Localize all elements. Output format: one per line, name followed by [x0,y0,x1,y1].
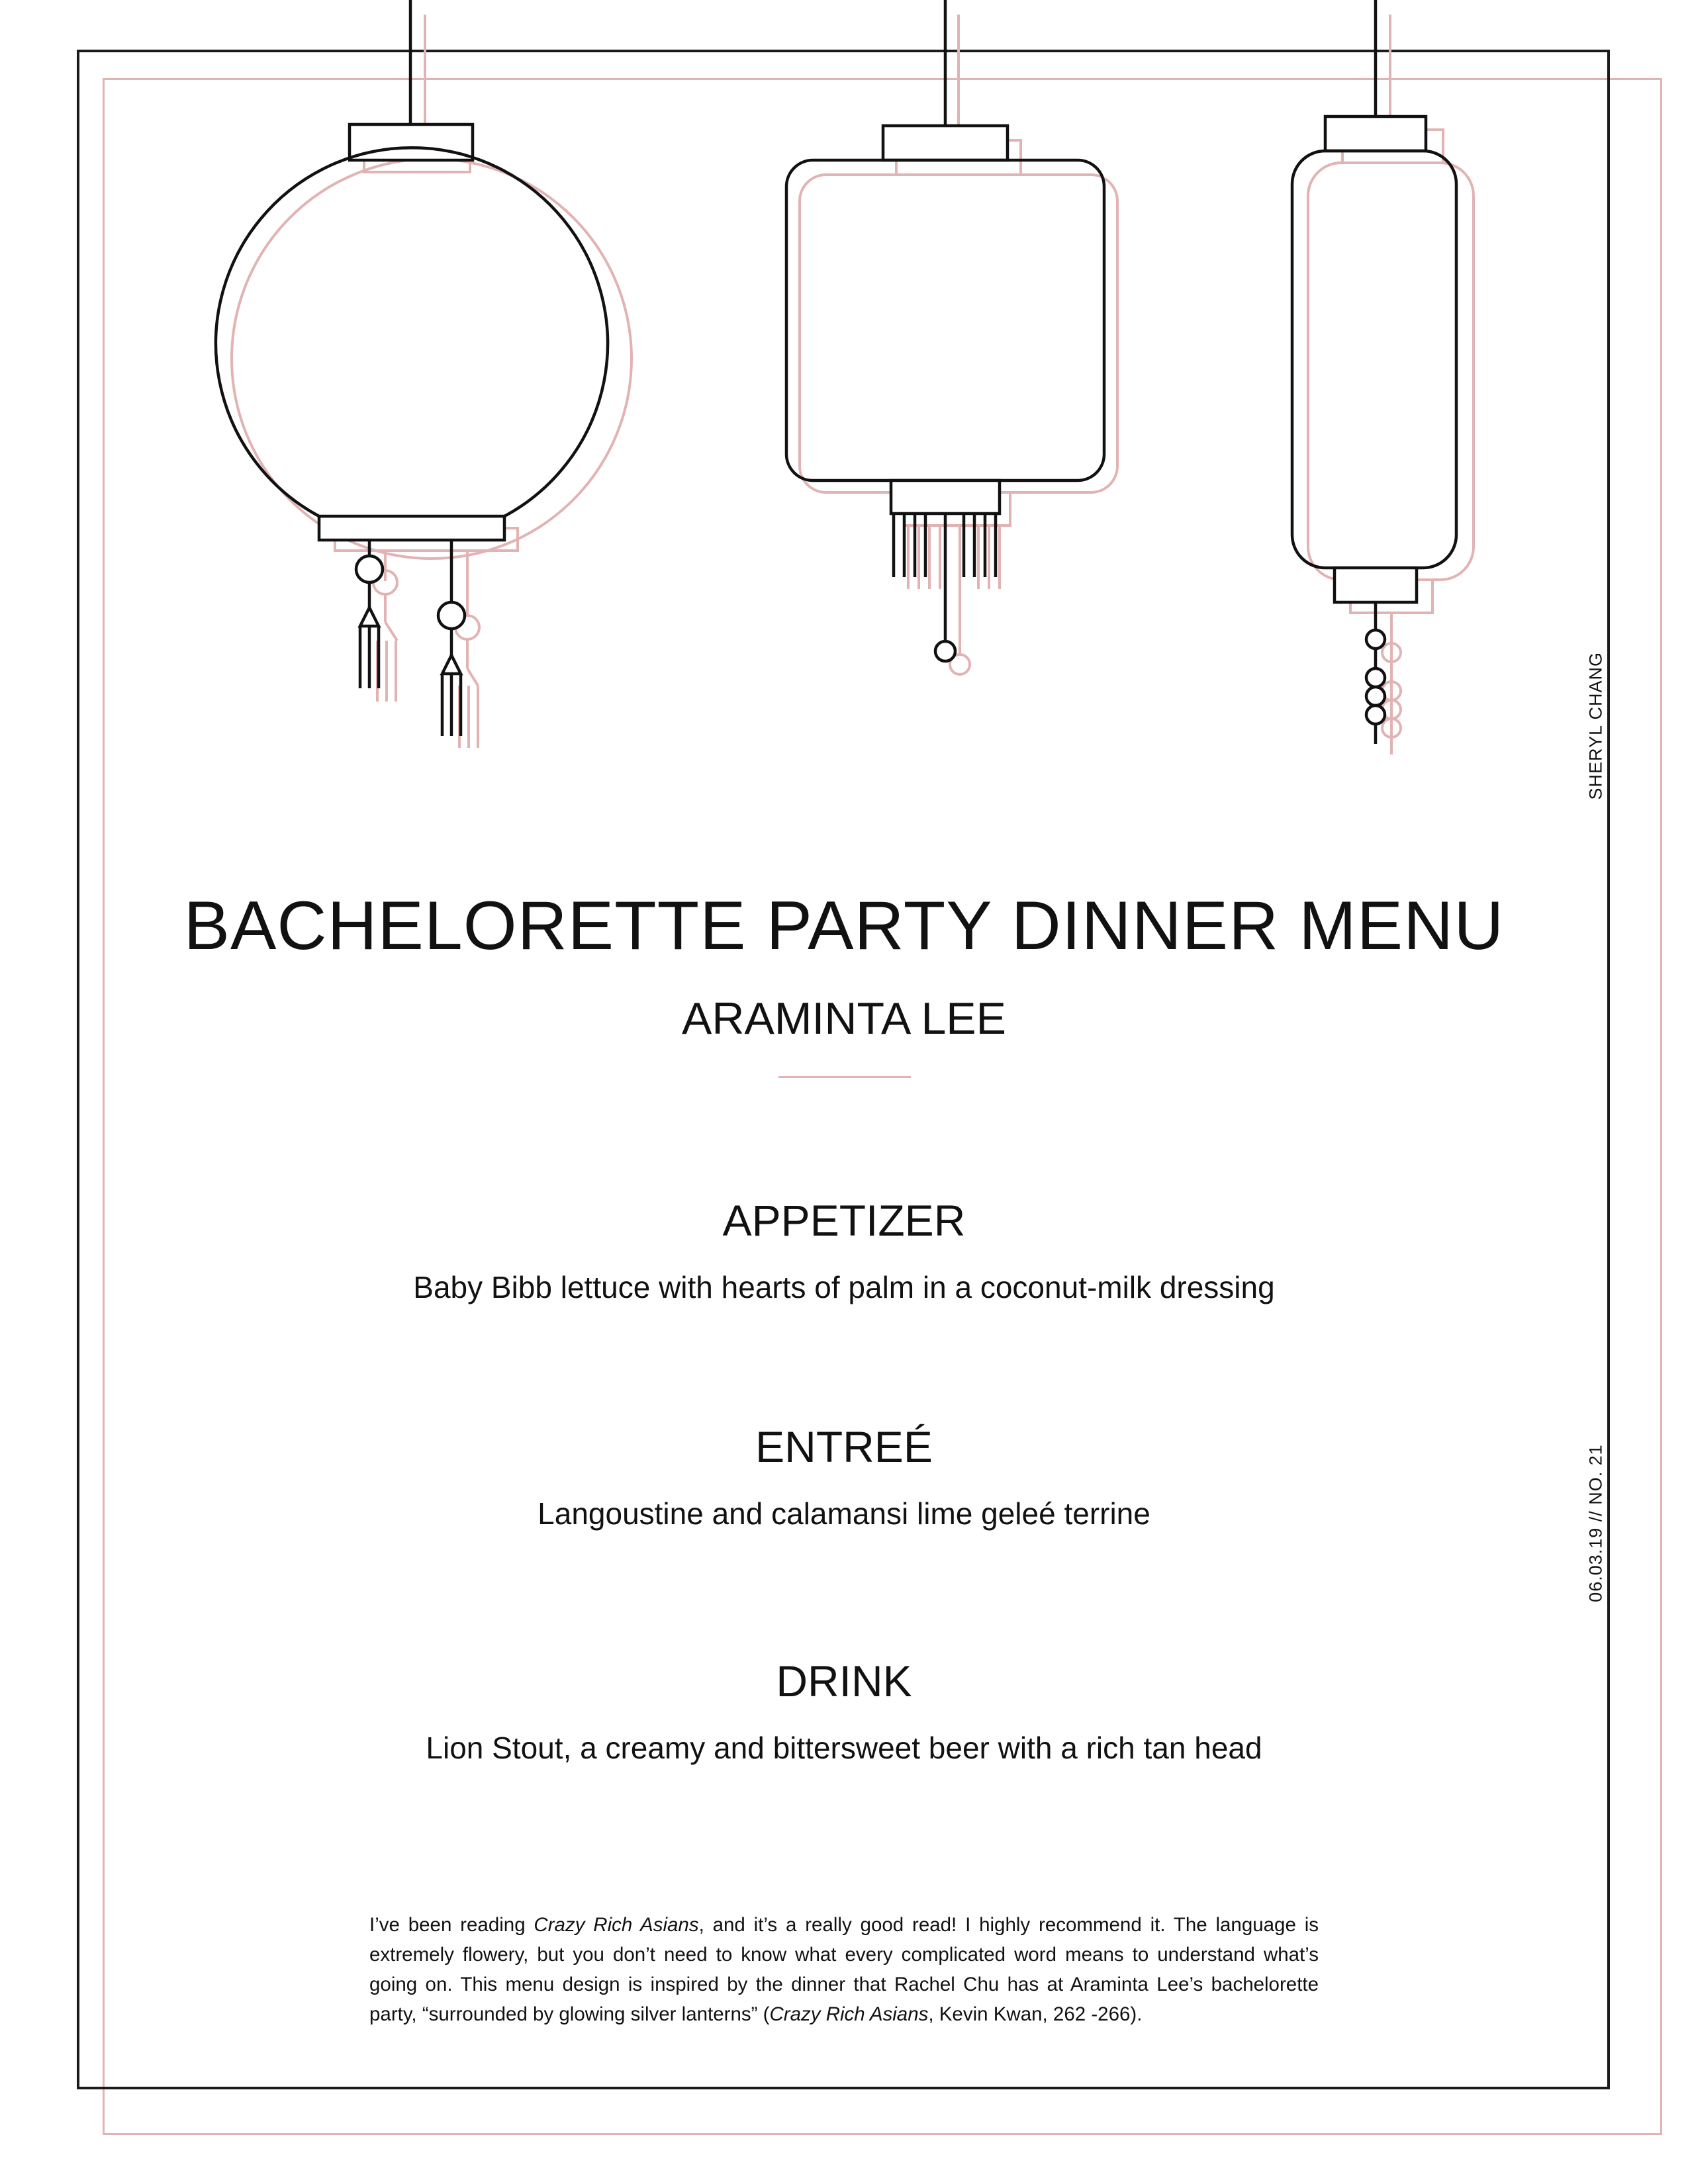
author-note-book-citation: Crazy Rich Asians [769,2003,929,2025]
author-note-text-1: I’ve been reading [369,1914,534,1936]
designer-credit: SHERYL CHANG [1585,651,1606,800]
tall-lantern [1292,0,1456,744]
course-heading-drink: DRINK [776,1657,912,1706]
author-note [369,1910,1319,2029]
course-heading-appetizer: APPETIZER [722,1196,966,1245]
course-description-appetizer: Baby Bibb lettuce with hearts of palm in a coconut-milk dressing [413,1270,1275,1304]
title-divider [778,1076,911,1078]
lanterns-illustration [0,0,1688,794]
course-description-entree: Langoustine and calamansi lime geleé terrine [538,1496,1150,1531]
author-note-text-3: , Kevin Kwan, 262 -266). [928,2003,1143,2025]
issue-info: 06.03.19 // NO. 21 [1585,1444,1606,1602]
course-description-drink: Lion Stout, a creamy and bittersweet beer with a rich tan head [426,1731,1262,1765]
menu-title: BACHELORETTE PARTY DINNER MENU [183,887,1505,964]
round-lantern [216,0,608,736]
host-name: ARAMINTA LEE [682,993,1006,1044]
square-lantern [786,0,1104,661]
author-note-text-2: , and it’s a really good read! I highly recommend it. The language is extremely flowery, but you don’t need to know what every complicated word means to understand what’s going on. This menu design is inspired by the dinner that Rachel Chu has at Araminta Lee’s bachelorette party, “surrounded by glowing silver lanterns” ( [369,1914,1319,2025]
author-note-book-title: Crazy Rich Asians [534,1914,699,1936]
course-heading-entree: ENTREÉ [755,1422,933,1471]
black-lanterns [216,0,1456,744]
